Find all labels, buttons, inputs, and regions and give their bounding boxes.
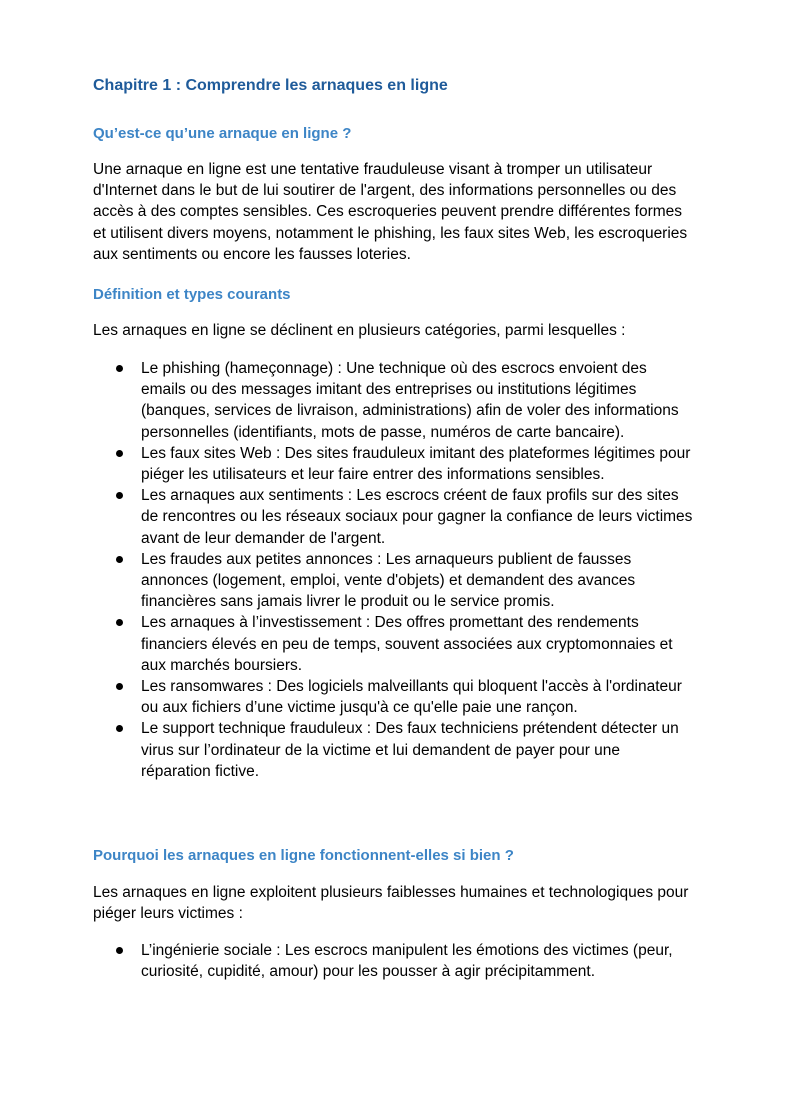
section-heading-why-it-works: Pourquoi les arnaques en ligne fonctionnent-elles si bien ?: [93, 847, 514, 864]
list-item: [93, 718, 693, 782]
list-item-text: Le support technique frauduleux : Des faux techniciens prétendent détecter un virus sur l’ordinateur de la victime et lui demandent de payer pour une réparation fictive.: [141, 720, 679, 780]
list-item-text: Les ransomwares : Des logiciels malveillants qui bloquent l'accès à l'ordinateur ou aux fichiers d’une victime jusqu'à ce qu'elle paie une rançon.: [141, 678, 682, 717]
weaknesses-list: [93, 940, 693, 982]
list-item-text: Les fraudes aux petites annonces : Les arnaqueurs publient de fausses annonces (logement, emploi, vente d'objets) et demandent des avances financières sans jamais livrer le produit ou le service promis.: [141, 550, 636, 611]
types-list: [93, 358, 693, 782]
types-intro-paragraph: Les arnaques en ligne se déclinent en plusieurs catégories, parmi lesquelles :: [93, 322, 626, 339]
section-heading-what-is-scam: Qu’est-ce qu’une arnaque en ligne ?: [93, 125, 352, 142]
list-item: [93, 485, 693, 549]
bullet-icon: [116, 556, 123, 563]
bullet-icon: [116, 725, 123, 732]
bullet-icon: [116, 947, 123, 954]
section-paragraph-definition: Une arnaque en ligne est une tentative frauduleuse visant à tromper un utilisateur d'Internet dans le but de lui soutirer de l'argent, des informations personnelles ou des accès à des comptes sensibles. Ces escroqueries peuvent prendre différentes formes et utilisent divers moyens, notamment le phishing, les faux sites Web, les escroqueries aux sentiments ou encore les fausses loteries.: [93, 161, 688, 263]
list-item-text: Les faux sites Web : Des sites frauduleux imitant des plateformes légitimes pour piéger les utilisateurs et leur faire entrer des informations sensibles.: [141, 444, 691, 484]
bullet-icon: [116, 683, 123, 690]
list-item-text: Le phishing (hameçonnage) : Une technique où des escrocs envoient des emails ou des messages imitant des entreprises ou institutions légitimes (banques, services de livraison, administrations) afin de voler des informations personnelles (identifiants, mots de passe, numéros de carte bancaire).: [141, 360, 679, 441]
list-item: [93, 940, 693, 982]
list-item: [93, 443, 693, 485]
why-intro-paragraph: Les arnaques en ligne exploitent plusieurs faiblesses humaines et technologiques pour piéger leurs victimes :: [93, 884, 689, 923]
list-item: [93, 612, 693, 676]
chapter-title: Chapitre 1 : Comprendre les arnaques en ligne: [93, 77, 448, 94]
list-item-text: Les arnaques à l’investissement : Des offres promettant des rendements financiers élevés en peu de temps, souvent associées aux cryptomonnaies et aux marchés boursiers.: [141, 614, 673, 674]
list-item: [93, 676, 693, 718]
bullet-icon: [116, 492, 123, 499]
section-heading-types: Définition et types courants: [93, 286, 291, 303]
list-item: [93, 549, 693, 613]
list-item-text: L’ingénierie sociale : Les escrocs manipulent les émotions des victimes (peur, curiosité, cupidité, amour) pour les pousser à agir précipitamment.: [141, 942, 673, 981]
bullet-icon: [116, 365, 123, 372]
list-item: [93, 358, 693, 443]
bullet-icon: [116, 450, 123, 457]
list-item-text: Les arnaques aux sentiments : Les escrocs créent de faux profils sur des sites de rencontres ou les réseaux sociaux pour gagner la confiance de leurs victimes avant de leur demander de l'argent.: [141, 487, 693, 547]
bullet-icon: [116, 619, 123, 626]
